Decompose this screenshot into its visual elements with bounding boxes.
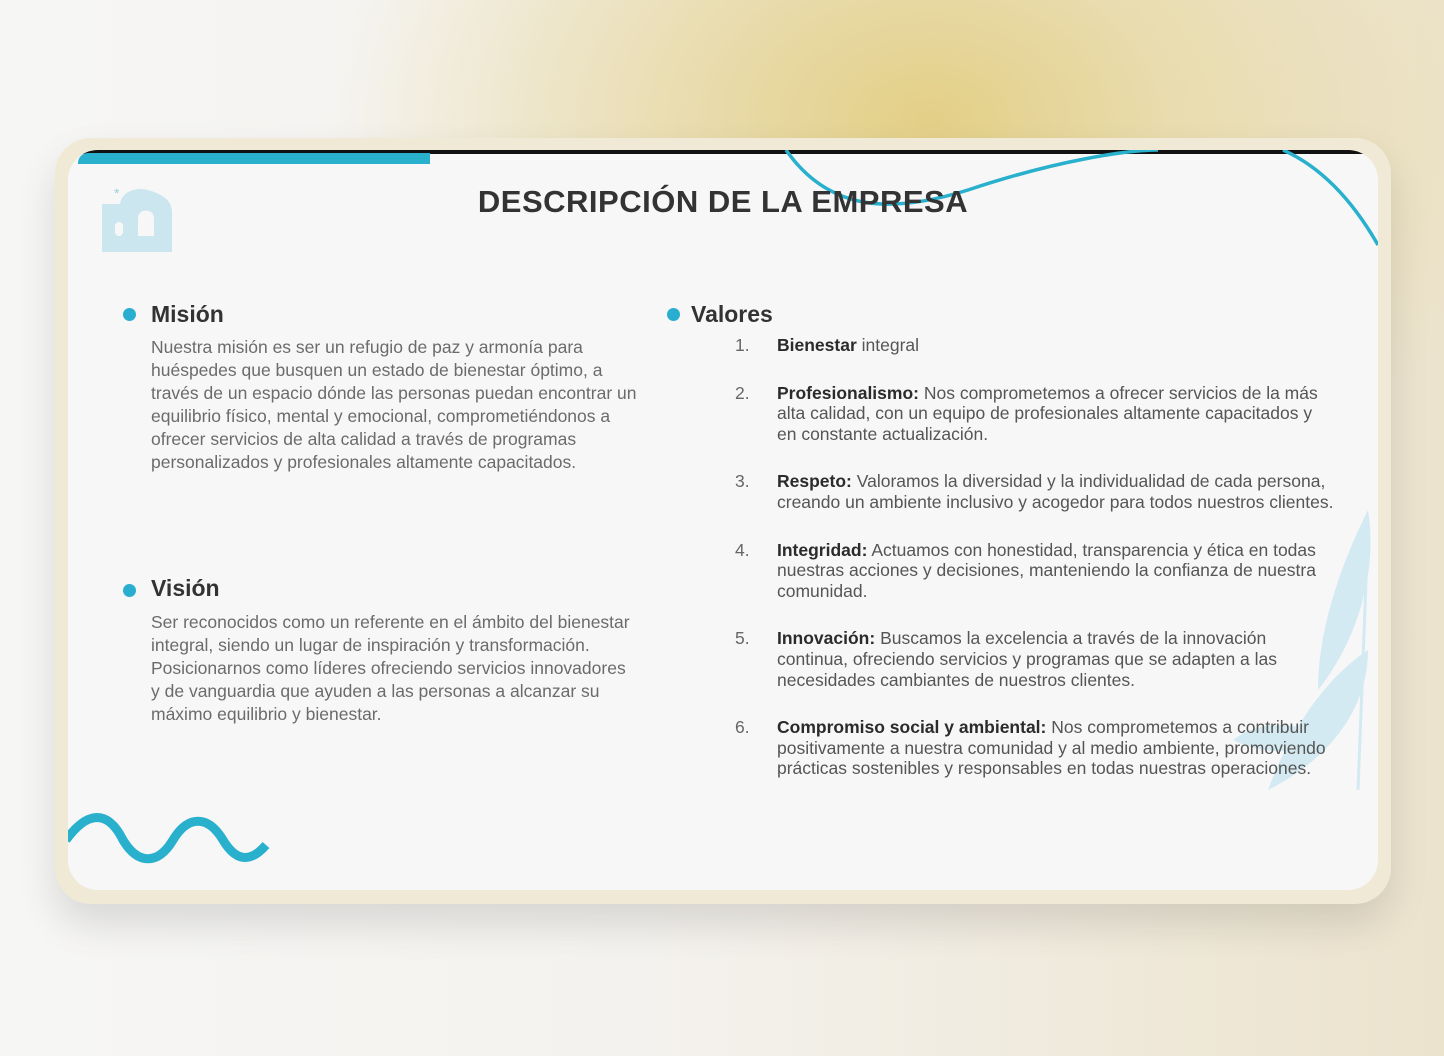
mision-heading: Misión: [151, 301, 224, 327]
item-number: 1.: [735, 335, 750, 355]
list-item: [735, 540, 1335, 602]
item-number: 4.: [735, 539, 750, 560]
item-term: Respeto:: [777, 471, 852, 492]
item-text: Valoramos la diversidad y la individualidad de cada persona, creando un ambiente inclusivo y acogedor para todos nuestros clientes.: [777, 471, 1334, 512]
item-term: Compromiso social y ambiental:: [777, 717, 1047, 738]
vision-heading: Visión: [151, 575, 220, 601]
list-item: [735, 628, 1335, 690]
valores-heading: Valores: [691, 301, 773, 327]
item-term: Profesionalismo:: [777, 382, 919, 403]
bullet-icon: [123, 308, 136, 321]
svg-text:*: *: [114, 185, 120, 201]
bullet-icon: [123, 584, 136, 597]
item-text: Nos comprometemos a ofrecer servicios de la más alta calidad, con un equipo de profesionales altamente capacitados y en constante actualización.: [777, 382, 1318, 444]
item-term: Integridad:: [777, 539, 868, 560]
list-item: [735, 383, 1335, 445]
item-number: 6.: [735, 717, 750, 738]
item-text: Buscamos la excelencia a través de la innovación continua, ofreciendo servicios y programas que se adapten a las necesidades cambiantes de nuestros clientes.: [777, 628, 1278, 690]
item-text: Actuamos con honestidad, transparencia y ética en todas nuestras acciones y decisiones, manteniendo la confianza de nuestra comunidad.: [777, 539, 1316, 601]
mision-text: Nuestra misión es ser un refugio de paz y armonía para huéspedes que busquen un estado de bienestar óptimo, a través de un espacio dónde las personas puedan encontrar un equilibrio físico, mental y emocional, comprometiéndonos a ofrecer servicios de alta calidad a través de programas personalizados y profesionales altamente capacitados.: [151, 337, 637, 472]
item-number: 2.: [735, 382, 750, 403]
item-text: Nos comprometemos a contribuir positivamente a nuestra comunidad y al medio ambiente, promoviendo prácticas sostenibles y responsables en todas nuestras operaciones.: [777, 717, 1326, 779]
bullet-icon: [667, 308, 680, 321]
vision-text: Ser reconocidos como un referente en el ámbito del bienestar integral, siendo un lugar de inspiración y transformación. Posicionarnos como líderes ofreciendo servicios innovadores y de vanguardia que ayuden a las personas a alcanzar su máximo equilibrio y bienestar.: [151, 612, 630, 724]
item-term: Bienestar: [777, 335, 857, 355]
list-item: [735, 471, 1335, 512]
page-title: DESCRIPCIÓN DE LA EMPRESA: [477, 184, 969, 219]
valores-list: [735, 335, 1335, 806]
slide: [68, 150, 1378, 890]
item-number: 5.: [735, 628, 750, 649]
item-number: 3.: [735, 471, 750, 492]
item-text: integral: [856, 335, 920, 355]
list-item: [735, 717, 1335, 779]
list-item: [735, 335, 1335, 356]
item-term: Innovación:: [777, 628, 876, 649]
